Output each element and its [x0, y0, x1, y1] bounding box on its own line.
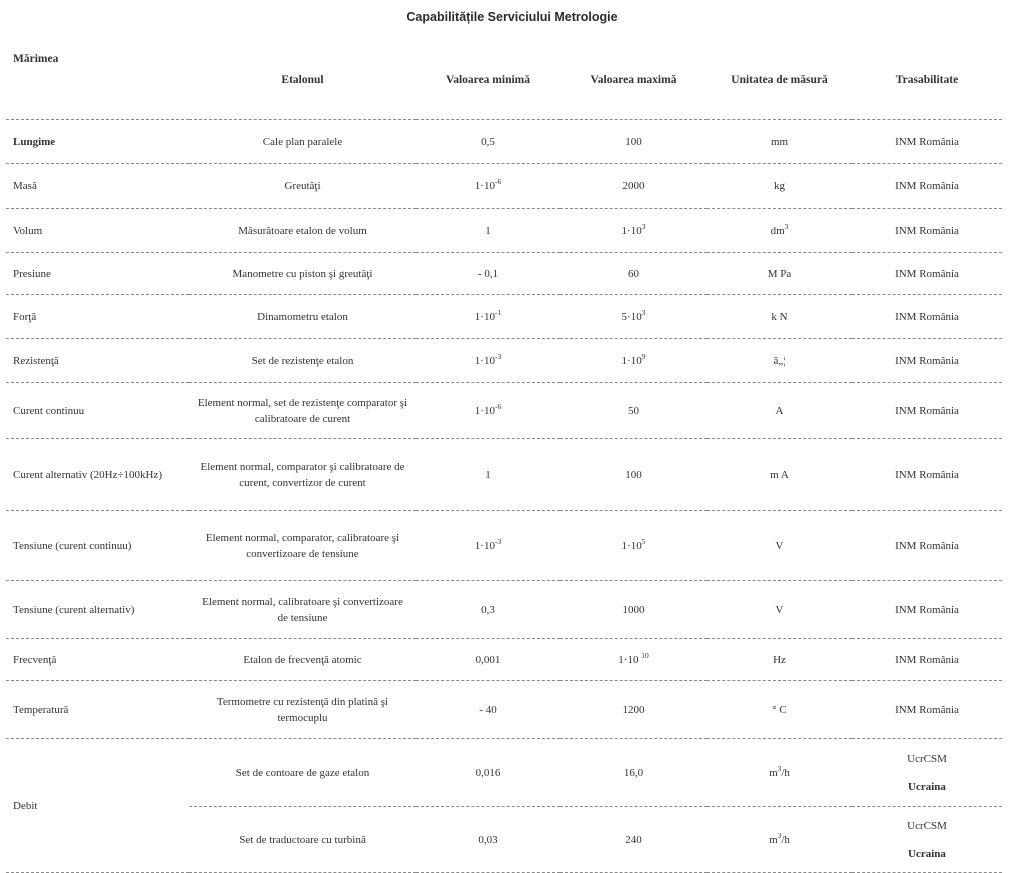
cell-valoare-minima-base: 1 [485, 468, 491, 481]
cell-etalon: Element normal, calibratoare şi convertizoare de tensiune [189, 581, 416, 639]
cell-unitate-base: ° C [772, 703, 787, 716]
table-row [6, 639, 1002, 681]
cell-valoare-minima [416, 295, 560, 339]
cell-unitate-suffix: /h [781, 833, 790, 846]
cell-unitate-base: k N [771, 310, 788, 323]
capabilities-table [6, 40, 1002, 873]
cell-unitate-base: mm [770, 135, 789, 148]
cell-unitate [707, 681, 852, 739]
cell-valoare-maxima-base: 1200 [622, 703, 645, 716]
cell-valoare-minima-base: 1·10 [474, 310, 495, 323]
cell-unitate-base: m [769, 766, 778, 779]
cell-valoare-minima: 0,016 [416, 739, 560, 807]
header-valoarea-maxima: Valoarea maximă [560, 40, 707, 120]
table-row [6, 581, 1002, 639]
cell-marimea: Rezistenţă [6, 339, 189, 383]
cell-unitate [707, 209, 852, 253]
cell-valoare-minima: 0,03 [416, 807, 560, 873]
cell-trasabilitate: INM România [852, 681, 1002, 739]
cell-valoare-maxima-base: 5·10 [621, 310, 642, 323]
cell-marimea: Curent alternativ (20Hz÷100kHz) [6, 439, 189, 511]
table-row [6, 439, 1002, 511]
cell-etalon: Greutăţi [189, 164, 416, 209]
cell-trasabilitate: INM România [852, 639, 1002, 681]
capabilities-table-panel [6, 40, 1002, 873]
cell-valoare-maxima-exponent: 10 [641, 650, 649, 660]
cell-valoare-maxima: 16,0 [560, 739, 707, 807]
cell-unitate-base: V [775, 603, 784, 616]
cell-valoare-maxima-base: 1·10 [621, 354, 642, 367]
cell-valoare-minima-base: 1·10 [474, 354, 495, 367]
cell-unitate [707, 511, 852, 581]
cell-unitate-base: dm [770, 224, 785, 237]
cell-etalon: Set de traductoare cu turbină [189, 807, 416, 873]
cell-valoare-maxima-base: 50 [628, 404, 639, 417]
cell-valoare-maxima-base: 1·10 [621, 539, 642, 552]
cell-etalon: Etalon de frecvenţă atomic [189, 639, 416, 681]
cell-valoare-maxima [560, 295, 707, 339]
table-row [6, 383, 1002, 439]
cell-valoare-maxima [560, 120, 707, 164]
cell-trasabilitate: INM România [852, 439, 1002, 511]
cell-valoare-maxima [560, 383, 707, 439]
cell-trasabilitate: INM România [852, 209, 1002, 253]
cell-valoare-minima [416, 511, 560, 581]
cell-valoare-maxima-exponent: 3 [641, 307, 646, 317]
cell-unitate [707, 339, 852, 383]
page-title: Capabilitățile Serviciului Metrologie [406, 10, 618, 24]
trace-country: Ucraina [908, 780, 946, 793]
cell-unitate-base: A [775, 404, 784, 417]
header-trasabilitate: Trasabilitate [852, 40, 1002, 120]
cell-trasabilitate [852, 739, 1002, 807]
cell-unitate [707, 439, 852, 511]
cell-valoare-minima-exponent: -3 [494, 351, 502, 361]
cell-valoare-maxima [560, 209, 707, 253]
cell-valoare-maxima-base: 2000 [622, 180, 645, 192]
header-etalonul: Etalonul [189, 40, 416, 120]
cell-valoare-maxima [560, 253, 707, 295]
cell-trasabilitate: INM România [852, 295, 1002, 339]
cell-trasabilitate: INM România [852, 339, 1002, 383]
cell-valoare-minima [416, 681, 560, 739]
cell-unitate [707, 639, 852, 681]
cell-valoare-minima-exponent: -6 [494, 177, 502, 186]
table-row [6, 739, 1002, 807]
cell-valoare-maxima-exponent: 9 [641, 351, 646, 361]
cell-marimea: Lungime [6, 120, 189, 164]
cell-unitate-base: kg [774, 180, 785, 192]
cell-valoare-minima [416, 439, 560, 511]
header-marimea: Mărimea [6, 40, 189, 120]
cell-etalon: Dinamometru etalon [189, 295, 416, 339]
cell-valoare-minima-base: - 0,1 [477, 267, 499, 280]
cell-unitate-base: Hz [773, 653, 786, 666]
cell-valoare-maxima-exponent: 3 [641, 221, 646, 231]
cell-valoare-minima-exponent: -1 [494, 307, 502, 317]
table-row [6, 295, 1002, 339]
cell-etalon: Cale plan paralele [189, 120, 416, 164]
cell-valoare-minima [416, 120, 560, 164]
cell-unitate [707, 253, 852, 295]
cell-valoare-minima-base: 1·10 [474, 539, 495, 552]
cell-valoare-minima [416, 209, 560, 253]
trace-organization: UcrCSM [907, 752, 947, 765]
cell-etalon: Element normal, comparator, calibratoare şi convertizoare de tensiune [189, 511, 416, 581]
cell-marimea: Tensiune (curent continuu) [6, 511, 189, 581]
cell-unitate-exponent: 3 [777, 830, 782, 840]
table-row [6, 253, 1002, 295]
cell-valoare-maxima [560, 439, 707, 511]
trace-organization: UcrCSM [907, 819, 947, 832]
cell-unitate [707, 164, 852, 209]
cell-etalon: Set de rezistenţe etalon [189, 339, 416, 383]
cell-valoare-maxima-base: 1·10 [621, 224, 642, 237]
table-body [6, 120, 1002, 873]
cell-valoare-minima-base: 0,001 [475, 653, 501, 666]
cell-unitate [707, 581, 852, 639]
cell-valoare-minima-exponent: -6 [494, 401, 502, 411]
cell-unitate-exponent: 3 [784, 221, 789, 231]
cell-unitate-exponent: 3 [777, 763, 782, 773]
table-row [6, 120, 1002, 164]
cell-valoare-maxima-base: 100 [625, 468, 642, 481]
cell-valoare-minima-base: 0,3 [481, 603, 495, 616]
cell-valoare-maxima [560, 164, 707, 209]
cell-trasabilitate: INM România [852, 581, 1002, 639]
table-row [6, 164, 1002, 209]
cell-etalon: Termometre cu rezistenţă din platină şi termocuplu [189, 681, 416, 739]
cell-unitate-base: M Pa [767, 267, 792, 280]
cell-valoare-maxima [560, 681, 707, 739]
cell-trasabilitate: INM România [852, 383, 1002, 439]
cell-marimea: Presiune [6, 253, 189, 295]
cell-etalon: Set de contoare de gaze etalon [189, 739, 416, 807]
cell-unitate [707, 120, 852, 164]
cell-valoare-minima-base: 1·10 [474, 180, 495, 192]
table-header-row [6, 40, 1002, 120]
cell-marimea: Temperatură [6, 681, 189, 739]
header-unitatea-de-masura: Unitatea de măsură [707, 40, 852, 120]
cell-valoare-maxima-exponent: 5 [641, 536, 646, 546]
cell-marimea: Masă [6, 164, 189, 209]
cell-etalon: Manometre cu piston şi greutăţi [189, 253, 416, 295]
cell-unitate [707, 295, 852, 339]
cell-etalon: Măsurătoare etalon de volum [189, 209, 416, 253]
cell-marimea: Tensiune (curent alternativ) [6, 581, 189, 639]
cell-valoare-minima-exponent: -3 [494, 536, 502, 546]
cell-unitate-base: m [769, 833, 778, 846]
cell-valoare-minima [416, 253, 560, 295]
cell-marimea: Frecvenţă [6, 639, 189, 681]
cell-valoare-maxima: 240 [560, 807, 707, 873]
cell-trasabilitate: INM România [852, 120, 1002, 164]
cell-valoare-maxima [560, 511, 707, 581]
cell-marimea: Forţă [6, 295, 189, 339]
cell-unitate-base: V [775, 539, 784, 552]
cell-trasabilitate: INM România [852, 253, 1002, 295]
cell-marimea: Curent continuu [6, 383, 189, 439]
cell-valoare-minima-base: 1·10 [474, 404, 495, 417]
table-row [6, 511, 1002, 581]
cell-valoare-minima [416, 164, 560, 209]
cell-trasabilitate [852, 807, 1002, 873]
cell-valoare-minima-base: - 40 [479, 703, 497, 716]
cell-etalon: Element normal, comparator şi calibratoare de curent, convertizor de curent [189, 439, 416, 511]
cell-etalon: Element normal, set de rezistenţe comparator şi calibratoare de curent [189, 383, 416, 439]
cell-unitate-base: â„¦ [773, 354, 786, 367]
cell-valoare-maxima-base: 1·10 [618, 653, 642, 666]
cell-trasabilitate: INM România [852, 164, 1002, 209]
trace-country: Ucraina [908, 847, 946, 860]
cell-unitate [707, 383, 852, 439]
cell-valoare-maxima-base: 100 [625, 135, 642, 148]
cell-valoare-maxima [560, 581, 707, 639]
cell-valoare-maxima-base: 1000 [622, 603, 645, 616]
table-row [6, 339, 1002, 383]
cell-marimea: Volum [6, 209, 189, 253]
cell-valoare-maxima [560, 639, 707, 681]
cell-unitate [707, 807, 852, 873]
header-valoarea-minima: Valoarea minimă [416, 40, 560, 120]
table-row [6, 209, 1002, 253]
cell-trasabilitate: INM România [852, 511, 1002, 581]
cell-valoare-minima [416, 383, 560, 439]
table-row [6, 681, 1002, 739]
cell-marimea: Debit [6, 739, 189, 873]
cell-valoare-maxima-base: 60 [628, 267, 639, 280]
cell-valoare-minima [416, 581, 560, 639]
cell-valoare-minima [416, 639, 560, 681]
cell-unitate [707, 739, 852, 807]
cell-valoare-minima [416, 339, 560, 383]
cell-valoare-maxima [560, 339, 707, 383]
cell-unitate-base: m A [770, 468, 789, 481]
cell-unitate-suffix: /h [781, 766, 790, 779]
cell-valoare-minima-base: 1 [485, 224, 491, 237]
cell-valoare-minima-base: 0,5 [481, 135, 495, 148]
